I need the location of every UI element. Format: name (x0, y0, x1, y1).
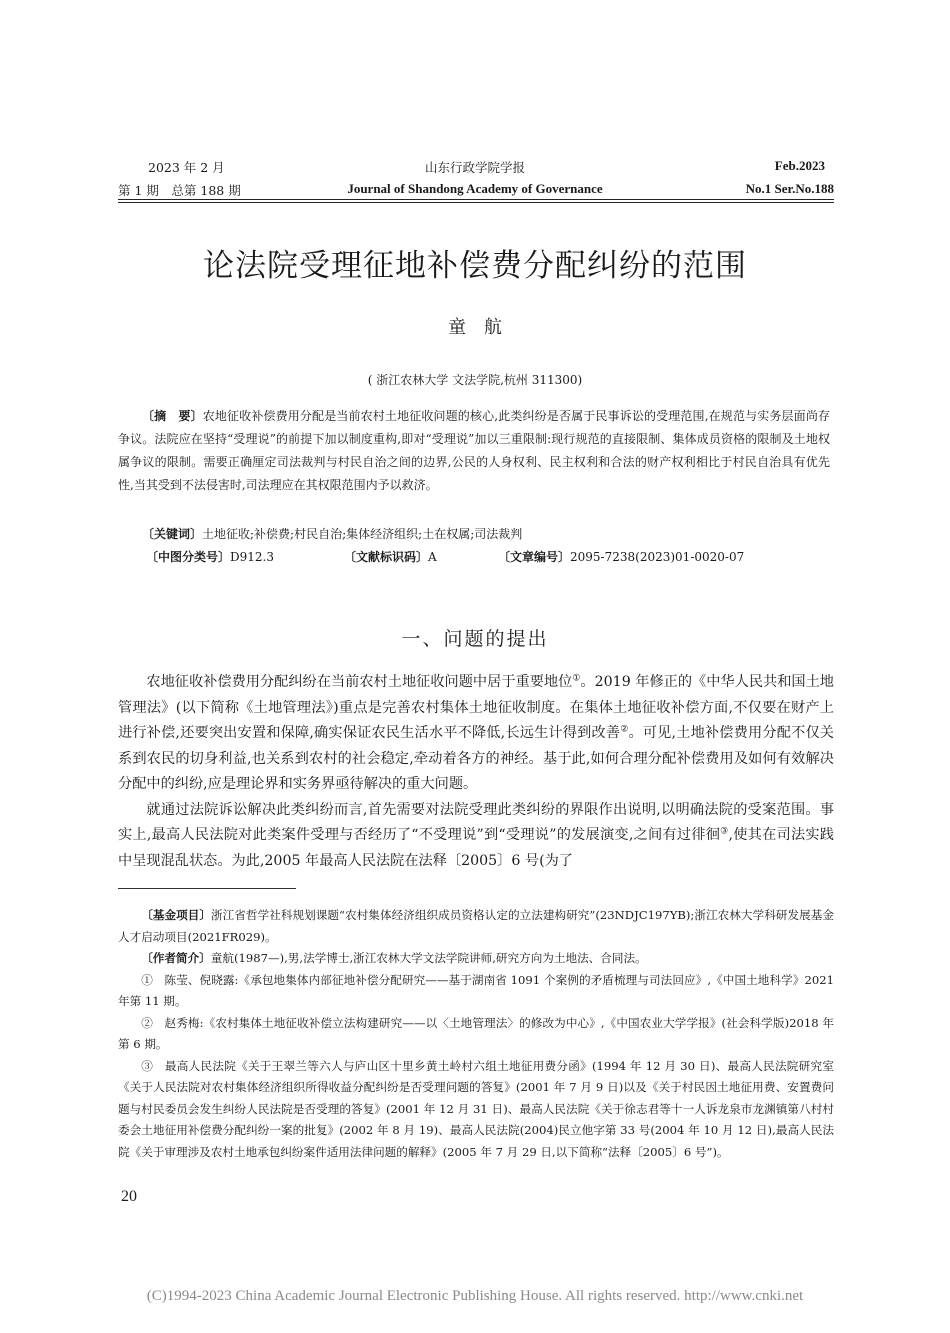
copyright-watermark: (C)1994-2023 China Academic Journal Electronic Publishing House. All rights reserved. http://www.cnki.net (146, 1288, 804, 1304)
footnotes (118, 905, 834, 1163)
fund-note: 〔基金项目〕浙江省哲学社科规划课题“农村集体经济组织成员资格认定的立法建构研究”(23NDJC197YB);浙江农林大学科研发展基金人才启动项目(2021FR029)。 (118, 908, 834, 944)
footnote-ref-1[interactable]: ① (572, 673, 581, 684)
clc-value: D912.3 (230, 550, 274, 564)
article-author: 童航 (448, 317, 520, 338)
artno-label: 〔文章编号〕 (498, 550, 571, 564)
artno-value: 2095-7238(2023)01-0020-07 (570, 550, 745, 564)
abstract-label: 〔摘 要〕 (142, 409, 203, 423)
keywords-label: 〔关键词〕 (142, 527, 203, 541)
abstract (118, 405, 830, 497)
author-bio: 〔作者简介〕童航(1987—),男,法学博士,浙江农林大学文法学院讲师,研究方向为土地法、合同法。 (141, 951, 647, 965)
clc-label: 〔中图分类号〕 (146, 550, 231, 564)
footnote-3: ③ 最高人民法院《关于王翠兰等六人与庐山区十里乡黄土岭村六组土地征用费分函》(1994 年 12 月 30 日)、最高人民法院研究室《关于人民法院对农村集体经济组织所得收益分配纠纷是否受理问题的答复》(2001 年 7 月 9 日)以及《关于村民因土地征用费、安置费问题与村民委员会发生纠纷人民法院是否受理的答复》(2001 年 12 月 31 日)、最高人民法院《关于徐志君等十一人诉龙泉市龙渊镇第八村村委会土地征用补偿费分配纠纷一案的批复》(2002 年 8 月 19)、最高人民法院(2004)民立他字第 33 号(2004 年 10 月 12 日),最高人民法院《关于审理涉及农村土地承包纠纷案件适用法律问题的解释》(2005 年 7 月 29 日,以下简称“法释〔2005〕6 号”)。 (118, 1058, 834, 1159)
header-journal-cn: 山东行政学院学报 (424, 160, 525, 175)
header-rule-2 (118, 202, 834, 203)
keywords (118, 523, 830, 546)
footnote-2: ② 赵秀梅:《农村集体土地征收补偿立法构建研究——以〈土地管理法〉的修改为中心》,《中国农业大学学报》(社会科学版)2018 年第 6 期。 (118, 1015, 834, 1051)
body-text (118, 670, 834, 874)
footnote-1: ① 陈莹、倪晓露:《承包地集体内部征地补偿分配研究——基于湖南省 1091 个案例的矛盾梳理与司法回应》,《中国土地科学》2021 年第 11 期。 (118, 972, 834, 1008)
header-issue: 第 1 期 总第 188 期 (118, 183, 241, 198)
paragraph-2: 就通过法院诉讼解决此类纠纷而言,首先需要对法院受理此类纠纷的界限作出说明,以明确法院的受案范围。事实上,最高人民法院对此类案件受理与否经历了“不受理说”到“受理说”的发展演变,之间有过徘徊③,使其在司法实践中呈现混乱状态。为此,2005 年最高人民法院在法释〔2005〕6 号(为了 (118, 801, 834, 869)
paragraph-1: 农地征收补偿费用分配纠纷在当前农村土地征收问题中居于重要地位①。2019 年修正的《中华人民共和国土地管理法》(以下简称《土地管理法》)重点是完善农村集体土地征收制度。在集体土地征收补偿方面,不仅要在财产上进行补偿,还要突出安置和保障,确实保证农民生活水平不降低,长远生计得到改善②。可见,土地补偿费用分配不仅关系到农民的切身利益,也关系到农村的社会稳定,牵动着各方的神经。基于此,如何合理分配补偿费用及如何有效解决分配中的纠纷,应是理论界和实务界亟待解决的重大问题。 (118, 673, 834, 792)
header-date: 2023 年 2 月 (148, 160, 225, 175)
header-issue-en: No.1 Ser.No.188 (745, 181, 834, 196)
header-date-en: Feb.2023 (774, 158, 825, 173)
doc-label: 〔文献标识码〕 (344, 550, 429, 564)
header-journal-en: Journal of Shandong Academy of Governance (347, 181, 603, 196)
footnote-ref-2[interactable]: ② (620, 724, 629, 735)
page-number: 20 (121, 1188, 137, 1205)
footnote-ref-3[interactable]: ③ (720, 826, 729, 837)
article-affiliation: ( 浙江农林大学 文法学院,杭州 311300) (367, 373, 583, 387)
header-rule (118, 199, 834, 200)
keywords-text: 土地征收;补偿费;村民自治;集体经济组织;土在权属;司法裁判 (202, 527, 523, 541)
section-heading: 一、问题的提出 (401, 628, 549, 650)
abstract-text: 农地征收补偿费用分配是当前农村土地征收问题的核心,此类纠纷是否属于民事诉讼的受理范围,在规范与实务层面尚存争议。法院应在坚持“受理说”的前提下加以制度重构,即对“受理说”加以三重限制:现行规范的直接限制、集体成员资格的限制及土地权属争议的限制。需要正确厘定司法裁判与村民自治之间的边界,公民的人身权利、民主权利和合法的财产权利相比于村民自治具有优先性,当其受到不法侵害时,司法理应在其权限范围内予以救济。 (118, 409, 830, 492)
doc-value: A (428, 550, 437, 564)
footnote-rule (118, 888, 296, 889)
article-title: 论法院受理征地补偿费分配纠纷的范围 (203, 248, 747, 284)
